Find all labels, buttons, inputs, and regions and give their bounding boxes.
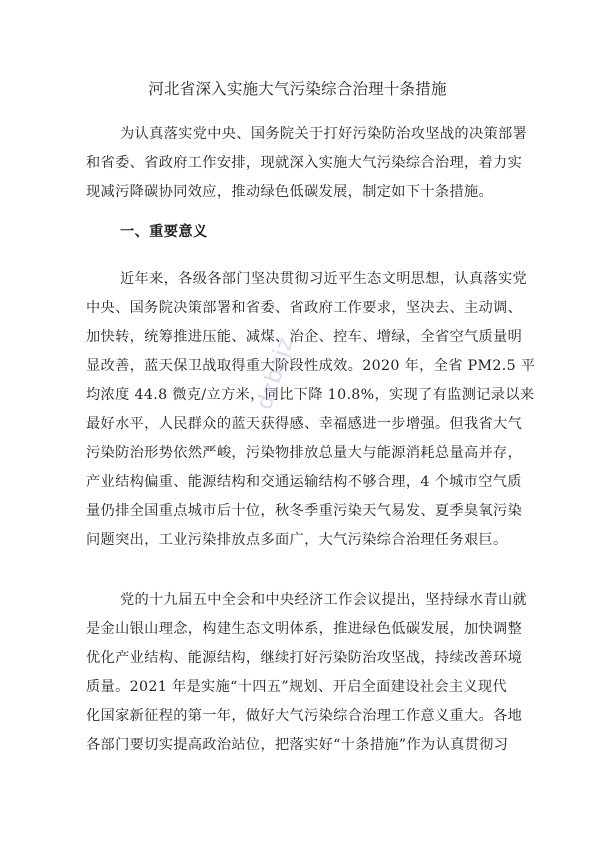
paragraph-line: 党的十九届五中全会和中央经济工作会议提出，坚持绿水青山就 — [120, 592, 528, 608]
paragraph-line: 问题突出，工业污染排放点多面广，大气污染综合治理任务艰巨。 — [86, 532, 508, 548]
intro-line: 现减污降碳协同效应，推动绿色低碳发展，制定如下十条措施。 — [86, 184, 494, 200]
paragraph-line: 各部门要切实提高政治站位，把落实好“十条措施”作为认真贯彻习 — [86, 737, 509, 753]
section-heading: 一、重要意义 — [120, 224, 208, 240]
paragraph-line: 产业结构偏重、能源结构和交通运输结构不够合理，4 个城市空气质 — [86, 474, 522, 490]
paragraph-line: 中央、国务院决策部署和省委、省政府工作要求，坚决去、主动调、 — [86, 300, 523, 316]
document-title: 河北省深入实施大气污染综合治理十条措施 — [148, 80, 447, 98]
paragraph-line: 加快转，统筹推进压能、减煤、治企、控车、增绿，全省空气质量明 — [86, 329, 523, 345]
paragraph-line: 量仍排全国重点城市后十位，秋冬季重污染天气易发、夏季臭氧污染 — [86, 503, 523, 519]
intro-line: 和省委、省政府工作安排，现就深入实施大气污染综合治理，着力实 — [86, 155, 523, 171]
paragraph-line: 污染防治形势依然严峻，污染物排放总量大与能源消耗总量高并存， — [86, 445, 523, 461]
paragraph-line: 质量。2021 年是实施“十四五”规划、开启全面建设社会主义现代 — [86, 679, 508, 695]
paragraph-line: 是金山银山理念，构建生态文明体系，推进绿色低碳发展，加快调整 — [86, 621, 523, 637]
paragraph-line: 最好水平，人民群众的蓝天获得感、幸福感进一步增强。但我省大气 — [86, 416, 523, 432]
paragraph-line: 均浓度 44.8 微克/立方米，同比下降 10.8%，实现了有监测记录以来 — [86, 387, 535, 403]
intro-line: 为认真落实党中央、国务院关于打好污染防治攻坚战的决策部署 — [120, 126, 528, 142]
paragraph-line: 化国家新征程的第一年，做好大气污染综合治理工作意义重大。各地 — [86, 708, 523, 724]
paragraph-line: 近年来，各级各部门坚决贯彻习近平生态文明思想，认真落实党 — [120, 271, 528, 287]
watermark: dzbzjz — [252, 333, 299, 413]
paragraph-line: 显改善，蓝天保卫战取得重大阶段性成效。2020 年，全省 PM2.5 平 — [86, 358, 536, 374]
paragraph-line: 优化产业结构、能源结构，继续打好污染防治攻坚战，持续改善环境 — [86, 650, 523, 666]
